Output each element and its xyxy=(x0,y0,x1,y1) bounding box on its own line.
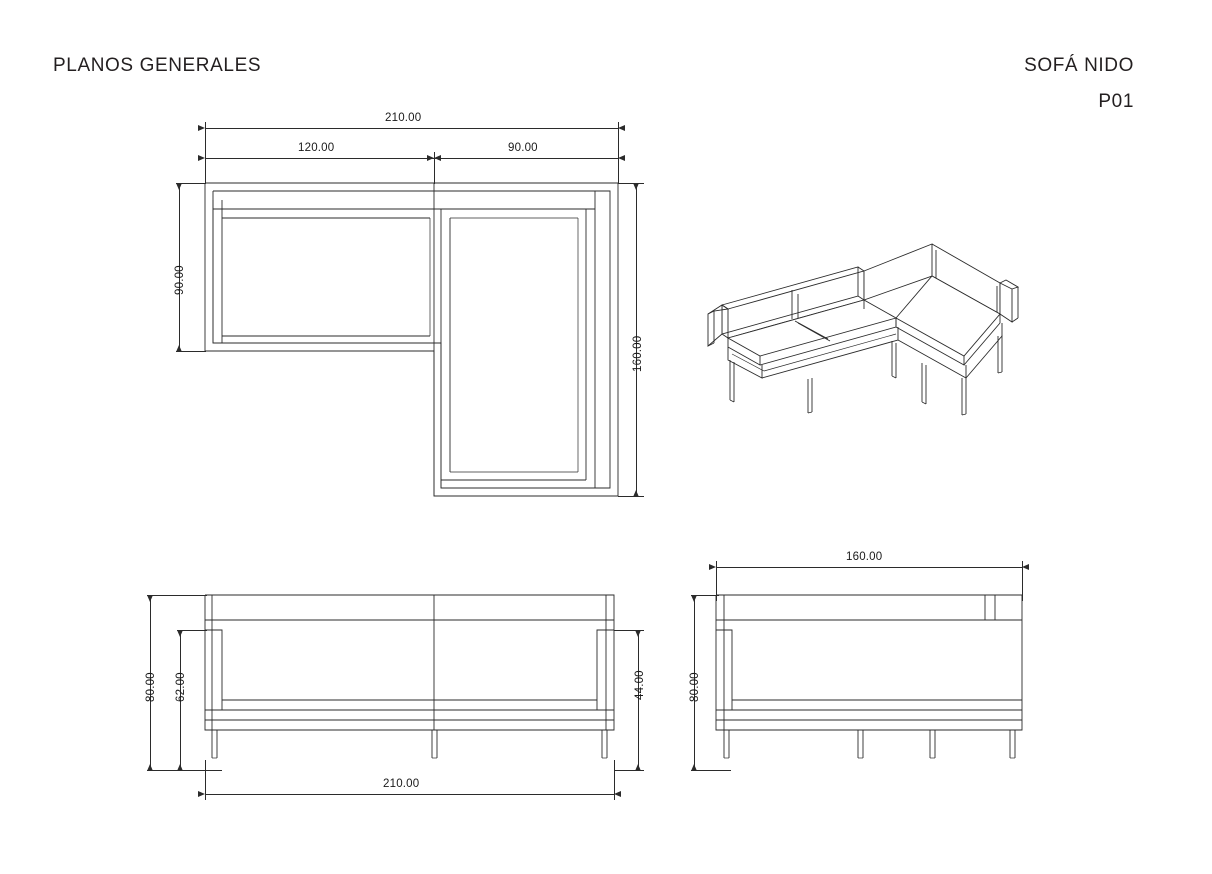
plan-dim-text-90: 90.00 xyxy=(508,142,538,154)
sheet-code: P01 xyxy=(1098,91,1134,112)
plan-dim-line-120 xyxy=(205,158,434,159)
arrow-right-210 xyxy=(618,125,625,131)
arrow-bottom-62 xyxy=(177,764,183,771)
arrow-bottom-depth-90 xyxy=(176,345,182,352)
side-dim-text-160: 160.00 xyxy=(846,551,883,563)
front-ext-top-80 xyxy=(147,595,207,596)
arrow-left-160 xyxy=(709,564,716,570)
front-ext-bottom-80 xyxy=(147,770,222,771)
side-dim-line-160 xyxy=(716,567,1022,568)
side-dim-text-80: 80.00 xyxy=(689,672,701,702)
product-title: SOFÁ NIDO xyxy=(1024,55,1134,76)
arrow-top-depth-90 xyxy=(176,183,182,190)
arrow-right-160 xyxy=(1022,564,1029,570)
arrow-right-210-front xyxy=(614,791,621,797)
plan-ext-top-160 xyxy=(618,183,644,184)
arrow-left-210 xyxy=(198,125,205,131)
plan-ext-line-left xyxy=(205,122,206,184)
arrow-top-depth-160 xyxy=(633,183,639,190)
arrow-bottom-depth-160 xyxy=(633,490,639,497)
front-ext-left-210 xyxy=(205,760,206,800)
arrow-right-90 xyxy=(618,155,625,161)
front-dim-text-44: 44.00 xyxy=(634,670,646,700)
arrow-top-80-front xyxy=(147,595,153,602)
plan-dim-text-120: 120.00 xyxy=(298,142,335,154)
plan-view-geometry xyxy=(0,0,700,540)
arrow-left-90 xyxy=(427,155,434,161)
arrow-bottom-80-front xyxy=(147,764,153,771)
plan-ext-bottom-160 xyxy=(618,496,644,497)
arrow-top-62 xyxy=(177,630,183,637)
page-title: PLANOS GENERALES xyxy=(53,55,262,76)
side-ext-bottom-80 xyxy=(691,770,731,771)
arrow-left-210-front xyxy=(198,791,205,797)
side-elevation-geometry xyxy=(640,560,1200,780)
plan-dim-text-depth-90: 90.00 xyxy=(174,265,186,295)
front-dim-text-62: 62.00 xyxy=(175,672,187,702)
front-dim-line-44 xyxy=(638,630,639,770)
arrow-left-120 xyxy=(198,155,205,161)
front-elevation-geometry xyxy=(0,560,700,780)
front-dim-text-80: 80.00 xyxy=(145,672,157,702)
front-dim-line-210 xyxy=(205,794,614,795)
front-dim-text-210: 210.00 xyxy=(383,778,420,790)
plan-dim-line-90 xyxy=(434,158,618,159)
plan-ext-line-right xyxy=(618,122,619,184)
plan-dim-line-width-210 xyxy=(205,128,618,129)
perspective-view xyxy=(700,210,1060,440)
plan-dim-text-depth-160: 160.00 xyxy=(632,335,644,372)
arrow-right-120 xyxy=(434,155,441,161)
arrow-top-80-side xyxy=(691,595,697,602)
arrow-bottom-80-side xyxy=(691,764,697,771)
plan-dim-text-210: 210.00 xyxy=(385,112,422,124)
